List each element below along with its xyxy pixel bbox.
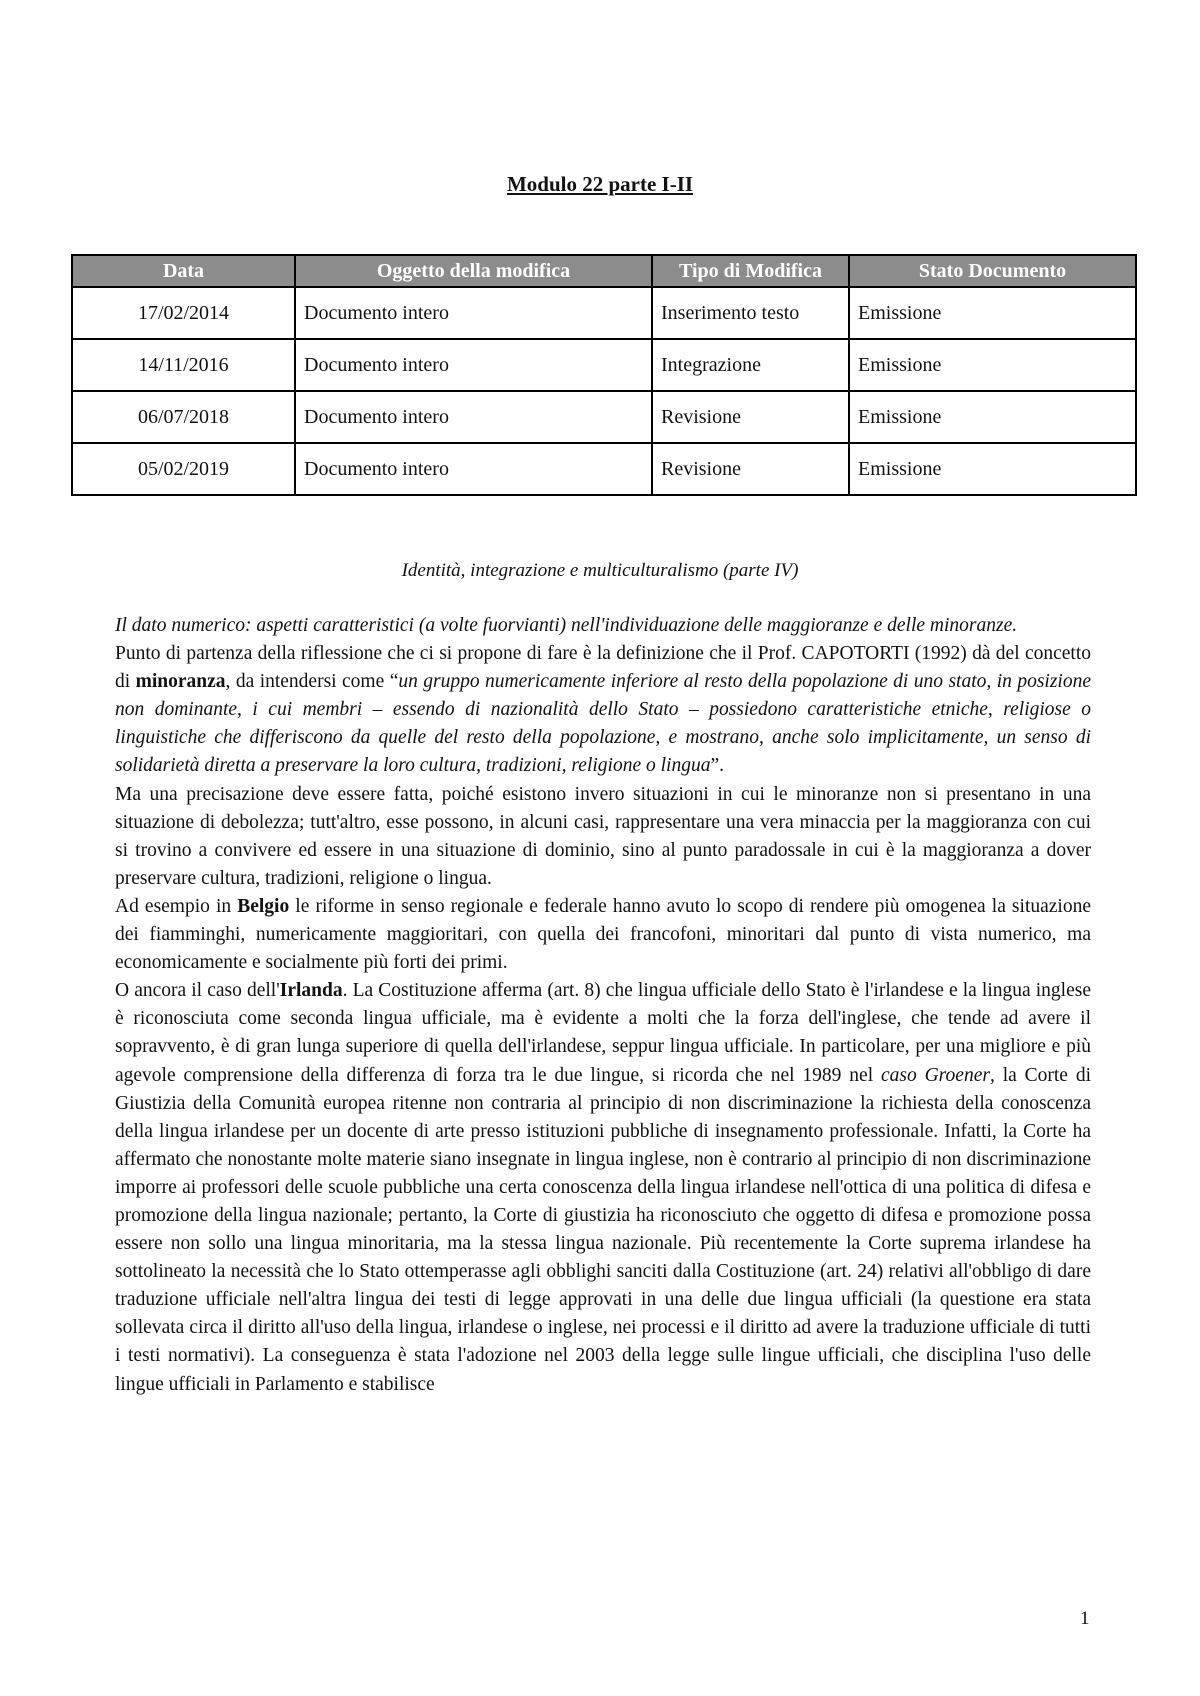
cell-date: 06/07/2018 — [72, 391, 295, 443]
cell-status: Emissione — [849, 339, 1136, 391]
paragraph-irlanda — [115, 977, 1091, 1398]
cell-status: Emissione — [849, 391, 1136, 443]
text-run: Ad esempio in — [115, 895, 238, 917]
cell-subject: Documento intero — [295, 443, 652, 495]
cell-change-type: Revisione — [652, 391, 849, 443]
cell-date: 05/02/2019 — [72, 443, 295, 495]
revision-table — [71, 254, 1137, 496]
table-row — [72, 287, 1136, 339]
text-run: le riforme in senso regionale e federale hanno avuto lo scopo di rendere più omogenea la situazione dei fiamminghi, numericamente maggioritari, con quella dei francofoni, minoritari dal punto di vista numerico, ma economicamente e socialmente più forti dei primi. — [115, 895, 1091, 974]
cell-change-type: Inserimento testo — [652, 287, 849, 339]
bold-term: minoranza — [135, 671, 226, 693]
column-header-stato: Stato Documento — [849, 255, 1136, 287]
table-header-row — [72, 255, 1136, 287]
text-run: O ancora il caso dell' — [115, 980, 280, 1002]
cell-date: 14/11/2016 — [72, 339, 295, 391]
section-heading — [115, 612, 1091, 640]
cell-date: 17/02/2014 — [72, 287, 295, 339]
bold-term: Irlanda — [279, 980, 343, 1002]
bold-term: Belgio — [237, 895, 290, 917]
paragraph-capotorti — [115, 640, 1091, 780]
document-body — [115, 612, 1091, 1399]
cell-change-type: Revisione — [652, 443, 849, 495]
cell-status: Emissione — [849, 287, 1136, 339]
section-heading-text: Il dato numerico: aspetti caratteristici (a volte fuorvianti) nell'individuazione delle maggioranze e delle minoranze. — [115, 615, 1018, 636]
column-header-oggetto: Oggetto della modifica — [295, 255, 652, 287]
section-subtitle: Identità, integrazione e multiculturalismo (parte IV) — [401, 560, 799, 581]
table-row — [72, 443, 1136, 495]
column-header-data: Data — [72, 255, 295, 287]
column-header-tipo: Tipo di Modifica — [652, 255, 849, 287]
text-run: , da intendersi come “ — [225, 671, 399, 693]
cell-subject: Documento intero — [295, 391, 652, 443]
text-run: . La Costituzione afferma (art. 8) che lingua ufficiale dello Stato è l'irlandese e la lingua inglese è riconosciuta come seconda lingua ufficiale, ma è evidente a molti che la forza dell'inglese, che tende ad avere il sopravvento, è di gran lunga superiore di quella dell'irlandese, seppur lingua ufficiale. In particolare, per una migliore e più agevole comprensione della differenza di forza tra le due lingue, si ricorda che nel 1989 nel — [115, 980, 1092, 1086]
paragraph-belgio — [115, 893, 1091, 977]
text-run: Punto di partenza della riflessione che ci si propone di fare è la definizione che il Prof. CAPOTORTI (1992) dà del concetto di — [115, 643, 1091, 693]
paragraph-precisazione: Ma una precisazione deve essere fatta, poiché esistono invero situazioni in cui le minoranze non si presentano in una situazione di debolezza; tutt'altro, esse possono, in alcuni casi, rappresentare una vera minaccia per la maggioranza con cui si trovino a convivere ed essere in una situazione di dominio, sino al punto paradossale in cui è la maggioranza a dover preservare cultura, tradizioni, religione o lingua. — [115, 783, 1091, 889]
text-run: ”. — [710, 755, 724, 777]
table-row — [72, 339, 1136, 391]
document-title: Modulo 22 parte I-II — [506, 172, 694, 196]
cell-status: Emissione — [849, 443, 1136, 495]
case-name: caso Groener — [880, 1064, 990, 1086]
quoted-definition: un gruppo numericamente inferiore al resto della popolazione di uno stato, in posizione non dominante, i cui membri – essendo di nazionalità dello Stato – possiedono caratteristiche etniche, religiose o linguistiche che differiscono da quelle del resto della popolazione, e mostrano, anche solo implicitamente, un senso di solidarietà diretta a preservare la loro cultura, tradizioni, religione o lingua — [115, 671, 1091, 777]
cell-subject: Documento intero — [295, 287, 652, 339]
page-number: 1 — [1080, 1608, 1090, 1629]
cell-change-type: Integrazione — [652, 339, 849, 391]
table-row — [72, 391, 1136, 443]
text-run: , la Corte di Giustizia della Comunità europea ritenne non contraria al principio di non discriminazione la richiesta della conoscenza della lingua irlandese per un docente di arte presso istituzioni pubbliche di insegnamento professionale. Infatti, la Corte ha affermato che nonostante molte materie siano insegnate in lingua inglese, non è contrario al principio di non discriminazione imporre ai professori delle scuole pubbliche una certa conoscenza della lingua irlandese nell'ottica di una politica di difesa e promozione della lingua nazionale; pertanto, la Corte di giustizia ha riconosciuto che oggetto di difesa e promozione possa essere non sollo una lingua minoritaria, ma la stessa lingua nazionale. Più recentemente la Corte suprema irlandese ha sottolineato la necessità che lo Stato ottemperasse agli obblighi sanciti dalla Costituzione (art. 24) relativi all'obbligo di dare traduzione ufficiale nell'altra lingua dei testi di legge approvati in una delle due lingua ufficiali (la questione era stata sollevata circa il diritto all'uso della lingua, irlandese o inglese, nei processi e il diritto ad avere la traduzione ufficiale di tutti i testi normativi). La conseguenza è stata l'adozione nel 2003 della legge sulle lingue ufficiali, che disciplina l'uso delle lingue ufficiali in Parlamento e stabilisce — [115, 1064, 1091, 1395]
cell-subject: Documento intero — [295, 339, 652, 391]
